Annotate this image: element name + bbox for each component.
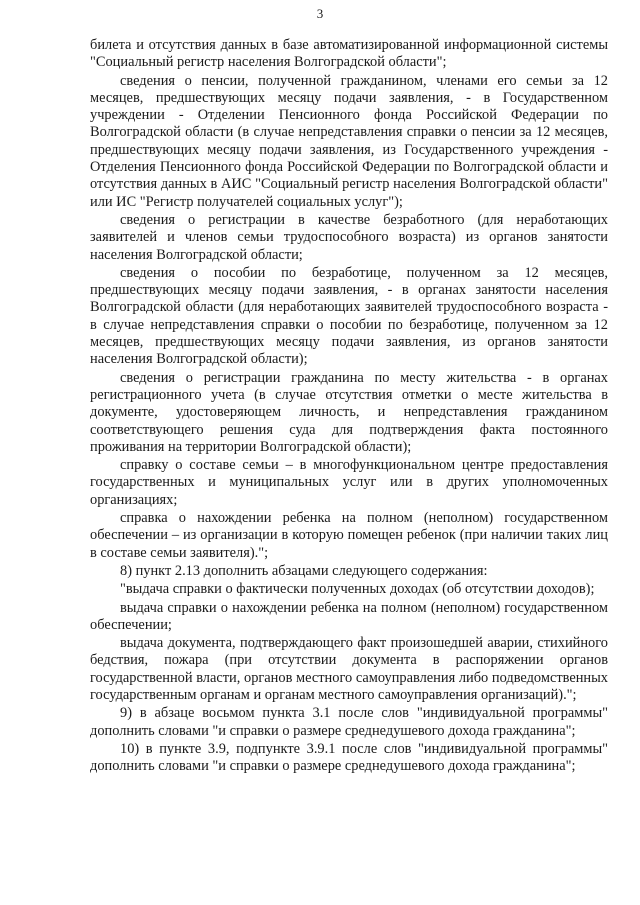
page-number: 3 xyxy=(316,6,324,21)
paragraph-child-certificate: выдача справки о нахождении ребенка на полном (неполном) государственном обеспечении; xyxy=(90,599,608,633)
paragraph-child-state-support: справка о нахождении ребенка на полном (неполном) государственном обеспечении – из организации в которую помещен ребенок (при наличии таких лиц в составе семьи заявителя)."; xyxy=(90,510,608,561)
paragraph-income-certificate: "выдача справки о фактически полученных доходах (об отсутствии доходов); xyxy=(120,581,595,598)
paragraph-accident-document: выдача документа, подтверждающего факт произошедшей аварии, стихийного бедствия, пожара (при отсутствии документа в распоряжении органов государственной власти, органов местного самоуправления либо подведомственных государственным органам и органам местного самоуправления организаций)."; xyxy=(90,635,608,703)
paragraph-unemployment-registration: сведения о регистрации в качестве безработного (для неработающих заявителей и членов семьи трудоспособного возраста) из органов занятости населения Волгоградской области; xyxy=(90,211,608,263)
paragraph-item-8: 8) пункт 2.13 дополнить абзацами следующего содержания: xyxy=(120,562,488,579)
paragraph-family-composition: справку о составе семьи – в многофункциональном центре предоставления государственных и муниципальных услуг или в других уполномоченных организациях; xyxy=(90,457,608,508)
paragraph-residence-registration: сведения о регистрации гражданина по месту жительства - в органах регистрационного учета (в случае отсутствия отметки о месте жительства в документе, удостоверяющем личность, и непредставления гражданином соответствующего решения суда для подтверждения факта постоянного проживания на территории Волгоградской области); xyxy=(90,369,608,455)
paragraph-continuation: билета и отсутствия данных в базе автоматизированной информационной системы "Социальный регистр населения Волгоградской области"; xyxy=(90,37,608,71)
paragraph-item-10: 10) в пункте 3.9, подпункте 3.9.1 после слов "индивидуальной программы" дополнить словами "и справки о размере среднедушевого дохода гражданина"; xyxy=(90,740,608,775)
paragraph-pension-info: сведения о пенсии, полученной гражданином, членами его семьи за 12 месяцев, предшествующих месяцу подачи заявления, - в Государственном учреждении - Отделении Пенсионного фонда Российской Федерации по Волгоградской области (в случае непредставления справки о пенсии за 12 месяцев, предшествующих месяцу подачи заявления, из Государственного учреждения - Отделения Пенсионного фонда Российской Федерации по Волгоградской области и отсутствия данных в АИС "Социальный регистр населения Волгоградской области" или ИС "Регистр получателей социальных услуг"); xyxy=(90,72,608,210)
paragraph-item-9: 9) в абзаце восьмом пункта 3.1 после слов "индивидуальной программы" дополнить словами "и справки о размере среднедушевого дохода гражданина"; xyxy=(90,705,608,739)
document-body xyxy=(90,37,608,776)
paragraph-unemployment-benefit: сведения о пособии по безработице, полученном за 12 месяцев, предшествующих месяцу подачи заявления, - в органах занятости населения Волгоградской области (для неработающих заявителей трудоспособного возраста - в случае непредставления справки о пособии по безработице, полученном за 12 месяцев, предшествующих месяцу подачи заявления, из органов занятости населения Волгоградской области); xyxy=(90,264,608,368)
